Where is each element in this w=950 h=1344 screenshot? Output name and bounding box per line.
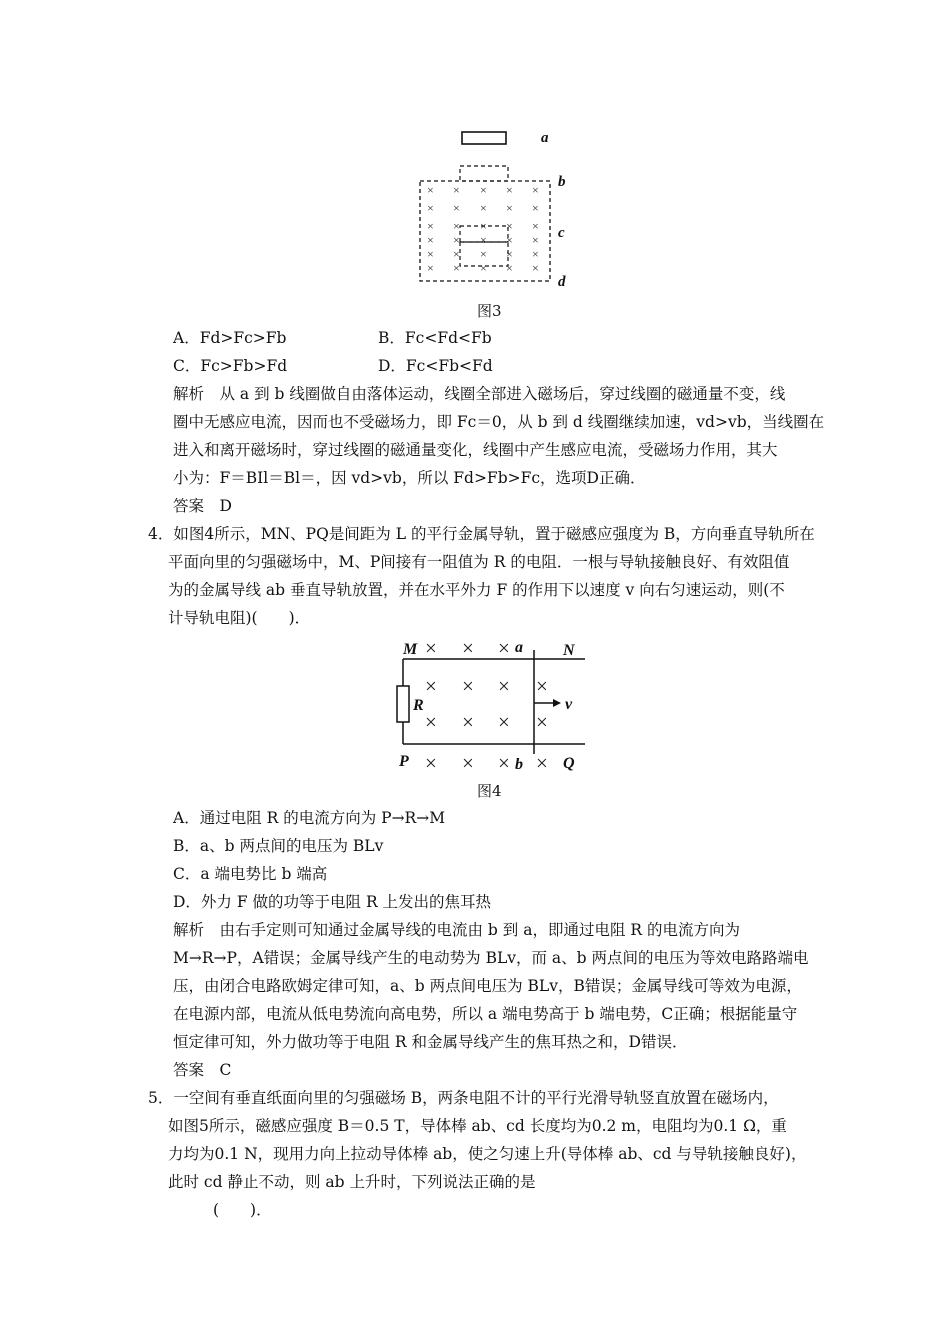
q4-option-a: A．通过电阻 R 的电流方向为 P→R→M	[173, 809, 446, 827]
label-n: N	[563, 642, 575, 659]
coil-position-b	[460, 166, 508, 181]
svg-text:×: ×	[462, 636, 474, 660]
svg-text:×: ×	[532, 233, 539, 247]
q3-analysis-line: 进入和离开磁场时，穿过线圈的磁通量变化，线圈中产生感应电流，受磁场力作用，其大	[173, 441, 778, 459]
svg-text:×: ×	[425, 710, 437, 734]
svg-text:×: ×	[453, 183, 460, 197]
q4-analysis-line: 解析 由右手定则可知通过金属导线的电流由 b 到 a，即通过电阻 R 的电流方向为	[173, 921, 740, 939]
svg-text:×: ×	[480, 233, 487, 247]
arrow-head-icon	[553, 699, 561, 707]
label-a: a	[541, 130, 549, 146]
q4-analysis-line: 在电源内部，电流从低电势流向高电势，所以 a 端电势高于 b 端电势，C正确；根据能量守	[173, 1005, 798, 1023]
figure-4	[395, 632, 595, 777]
q4-stem-line: 4．如图4所示，MN、PQ是间距为 L 的平行金属导轨，置于磁感应强度为 B，方向垂直导轨所在	[148, 525, 815, 543]
svg-text:×: ×	[425, 751, 437, 775]
svg-text:×: ×	[453, 261, 460, 275]
svg-text:×: ×	[498, 710, 510, 734]
svg-text:×: ×	[427, 219, 434, 233]
svg-text:×: ×	[480, 201, 487, 215]
svg-text:×: ×	[532, 183, 539, 197]
svg-text:×: ×	[462, 751, 474, 775]
q4-answer: 答案 C	[173, 1061, 232, 1079]
svg-text:×: ×	[462, 710, 474, 734]
q4-stem-line: 平面向里的匀强磁场中，M、P间接有一阻值为 R 的电阻．一根与导轨接触良好、有效阻值	[168, 553, 790, 571]
label-a: a	[515, 639, 523, 656]
label-b: b	[558, 174, 566, 190]
svg-text:×: ×	[536, 674, 548, 698]
svg-text:×: ×	[506, 219, 513, 233]
q3-analysis-line: 解析 从 a 到 b 线圈做自由落体运动，线圈全部进入磁场后，穿过线圈的磁通量不变，线	[173, 385, 786, 403]
svg-text:×: ×	[453, 201, 460, 215]
label-q: Q	[563, 755, 575, 772]
q4-analysis-line: M→R→P，A错误；金属导线产生的电动势为 BLv，而 a、b 两点间的电压为等效电路路端电	[173, 949, 809, 967]
svg-text:×: ×	[453, 219, 460, 233]
svg-text:×: ×	[532, 247, 539, 261]
q3-option-c: C．Fc>Fb>Fd	[173, 357, 288, 375]
svg-text:×: ×	[532, 201, 539, 215]
svg-text:×: ×	[536, 751, 548, 775]
figure-4-caption: 图4	[477, 782, 502, 800]
svg-text:×: ×	[462, 674, 474, 698]
coil-position-a	[462, 132, 506, 144]
label-p: P	[399, 753, 409, 770]
q5-stem-line: 力均为0.1 N，现用力向上拉动导体棒 ab，使之匀速上升(导体棒 ab、cd 与导轨接触良好)，	[168, 1145, 807, 1163]
q3-answer: 答案 D	[173, 497, 232, 515]
figure-3	[400, 120, 590, 295]
svg-text:×: ×	[425, 636, 437, 660]
resistor	[397, 686, 409, 722]
figure-3-caption: 图3	[477, 302, 502, 320]
svg-text:×: ×	[480, 247, 487, 261]
q3-analysis-line: 圈中无感应电流，因而也不受磁场力，即 Fc＝0，从 b 到 d 线圈继续加速，vd>vb，当线圈在	[173, 413, 825, 431]
q4-analysis-line: 恒定律可知，外力做功等于电阻 R 和金属导线产生的焦耳热之和，D错误．	[173, 1033, 688, 1051]
label-b: b	[515, 756, 523, 773]
svg-text:×: ×	[536, 710, 548, 734]
svg-text:×: ×	[427, 247, 434, 261]
svg-text:×: ×	[506, 183, 513, 197]
q4-option-b: B．a、b 两点间的电压为 BLv	[173, 837, 384, 855]
svg-text:×: ×	[480, 183, 487, 197]
svg-text:×: ×	[532, 219, 539, 233]
q3-option-d: D．Fc<Fb<Fd	[378, 357, 493, 375]
svg-text:×: ×	[506, 261, 513, 275]
q4-analysis-line: 压，由闭合电路欧姆定律可知，a、b 两点间电压为 BLv，B错误；金属导线可等效为电源，	[173, 977, 802, 995]
label-v: v	[565, 696, 573, 713]
svg-text:×: ×	[498, 751, 510, 775]
q3-analysis-line: 小为：F＝BIl＝Bl＝，因 vd>vb，所以 Fd>Fb>Fc，选项D正确．	[173, 469, 646, 487]
svg-text:×: ×	[506, 247, 513, 261]
svg-text:×: ×	[425, 674, 437, 698]
svg-text:×: ×	[427, 233, 434, 247]
q3-option-a: A．Fd>Fc>Fb	[173, 329, 287, 347]
field-crosses	[427, 183, 539, 275]
q4-option-d: D．外力 F 做的功等于电阻 R 上发出的焦耳热	[173, 893, 492, 911]
label-c: c	[558, 225, 565, 241]
svg-text:×: ×	[532, 261, 539, 275]
label-r: R	[413, 697, 424, 714]
svg-text:×: ×	[427, 201, 434, 215]
q5-stem-line: 5．一空间有垂直纸面向里的匀强磁场 B，两条电阻不计的平行光滑导轨竖直放置在磁场内，	[148, 1089, 779, 1107]
q4-stem-line: 计导轨电阻)( )．	[168, 609, 311, 627]
q5-stem-line: 如图5所示，磁感应强度 B＝0.5 T，导体棒 ab、cd 长度均为0.2 m，电阻均为0.1 Ω，重	[168, 1117, 787, 1135]
svg-text:×: ×	[427, 183, 434, 197]
label-d: d	[558, 274, 566, 290]
svg-text:×: ×	[498, 674, 510, 698]
svg-text:×: ×	[453, 233, 460, 247]
label-m: M	[403, 641, 418, 658]
q4-stem-line: 为的金属导线 ab 垂直导轨放置，并在水平外力 F 的作用下以速度 v 向右匀速运动，则(不	[168, 581, 785, 599]
svg-text:×: ×	[506, 233, 513, 247]
svg-text:×: ×	[480, 219, 487, 233]
q3-option-b: B．Fc<Fd<Fb	[378, 329, 492, 347]
q4-option-c: C．a 端电势比 b 端高	[173, 865, 328, 883]
svg-text:×: ×	[453, 247, 460, 261]
svg-text:×: ×	[506, 201, 513, 215]
svg-text:×: ×	[480, 261, 487, 275]
q5-answer-blank: ( )．	[213, 1201, 272, 1219]
svg-text:×: ×	[427, 261, 434, 275]
svg-text:×: ×	[498, 636, 510, 660]
field-crosses	[425, 636, 548, 775]
q5-stem-line: 此时 cd 静止不动，则 ab 上升时，下列说法正确的是	[168, 1173, 536, 1191]
